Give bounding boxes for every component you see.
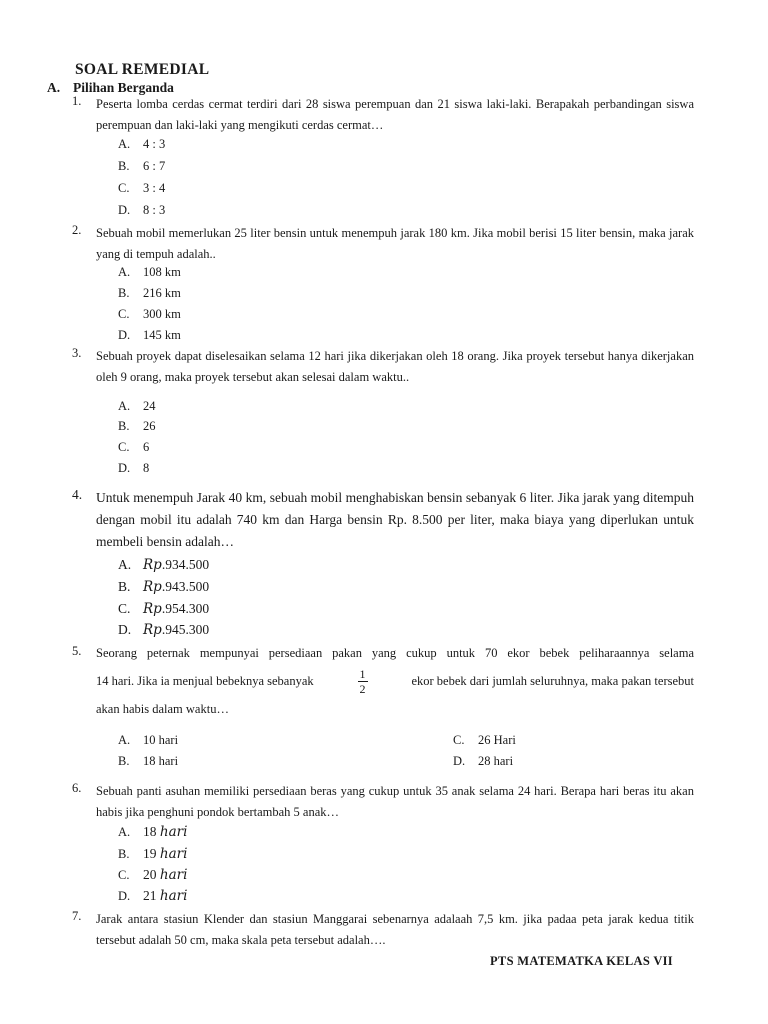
option-a: A. Rp.934.500	[118, 557, 210, 573]
question-1	[72, 94, 694, 136]
page-footer: PTS MATEMATKA KELAS VII	[490, 954, 673, 968]
question-text: Untuk menempuh Jarak 40 km, sebuah mobil menghabiskan bensin sebanyak 6 liter. Jika jarak yang ditempuh dengan mobil itu adalah 740 km dan Harga bensin Rp. 8.500 per liter, maka biaya yang diperlukan untuk membeli bensin adalah…	[96, 490, 694, 549]
option-a: A. 24	[118, 399, 156, 413]
option-c: C. 20 hari	[118, 867, 188, 883]
option-b: B. 6 : 7	[118, 159, 166, 173]
option-c: C. 300 km	[118, 307, 181, 321]
question-number: 7.	[72, 909, 82, 923]
option-d: D. 28 hari	[453, 754, 514, 768]
option-a: A. 10 hari	[118, 733, 179, 747]
question-text: Sebuah panti asuhan memiliki persediaan beras yang cukup untuk 35 anak selama 24 hari. Berapa hari beras itu akan habis jika penghuni pondok bertambah 5 anak…	[96, 784, 694, 819]
question-7	[72, 909, 694, 951]
question-number: 1.	[72, 94, 82, 108]
question-text-line-3: akan habis dalam waktu…	[96, 702, 229, 716]
option-a: A. 4 : 3	[118, 137, 166, 151]
option-d: D. 145 km	[118, 328, 181, 342]
question-text: Sebuah proyek dapat diselesaikan selama 12 hari jika dikerjakan oleh 18 orang. Jika proyek tersebut hanya dikerjakan oleh 9 orang, maka proyek tersebut akan selesai dalam waktu..	[96, 349, 694, 384]
section-letter: A.	[47, 80, 61, 95]
option-b: B. 19 hari	[118, 846, 188, 862]
option-b: B. 18 hari	[118, 754, 179, 768]
option-d: D. Rp.945.300	[118, 622, 210, 638]
option-c: C. 3 : 4	[118, 181, 166, 195]
option-b: B. 216 km	[118, 286, 181, 300]
option-d: D. 21 hari	[118, 888, 188, 904]
option-a: A. 108 km	[118, 265, 181, 279]
document-title: SOAL REMEDIAL	[75, 61, 210, 78]
option-b: B. Rp.943.500	[118, 579, 210, 595]
question-number: 4.	[72, 487, 83, 502]
question-text: Peserta lomba cerdas cermat terdiri dari 28 siswa perempuan dan 21 siswa laki-laki. Berapakah perbandingan siswa perempuan dan laki-laki yang mengikuti cerdas cermat…	[96, 97, 694, 132]
section-label: Pilihan Berganda	[73, 80, 174, 95]
question-text-line-2: 14 hari. Jika ia menjual bebeknya sebanyak $\frac{1}{2}$ ekor bebek dari jumlah seluruhnya, maka pakan tersebut	[96, 667, 694, 696]
option-b: B. 26	[118, 419, 156, 433]
question-text-line-1: Seorang peternak mempunyai persediaan pakan yang cukup untuk 70 ekor bebek peliharaannya selama	[96, 646, 694, 660]
question-text: Sebuah mobil memerlukan 25 liter bensin untuk menempuh jarak 180 km. Jika mobil berisi 15 liter bensin, maka jarak yang di tempuh adalah..	[96, 226, 694, 261]
option-a: A. 18 hari	[118, 824, 188, 840]
question-text: Jarak antara stasiun Klender dan stasiun Manggarai sebenarnya adalaah 7,5 km. jika padaa peta jarak kedua titik tersebut adalah 50 cm, maka skala peta tersebut adalah….	[96, 912, 694, 947]
question-6	[72, 781, 694, 823]
option-c: C. 26 Hari	[453, 733, 516, 747]
question-5	[72, 644, 694, 718]
question-4	[72, 487, 694, 553]
option-d: D. 8	[118, 461, 150, 475]
question-number: 5.	[72, 644, 82, 658]
question-2	[72, 223, 694, 265]
option-d: D. 8 : 3	[118, 203, 166, 217]
option-c: C. 6	[118, 440, 150, 454]
question-number: 6.	[72, 781, 82, 795]
question-3	[72, 346, 694, 388]
option-c: C. Rp.954.300	[118, 601, 210, 617]
question-number: 3.	[72, 346, 82, 360]
question-number: 2.	[72, 223, 82, 237]
fraction-one-half: $\frac{1}{2}$	[359, 667, 366, 696]
